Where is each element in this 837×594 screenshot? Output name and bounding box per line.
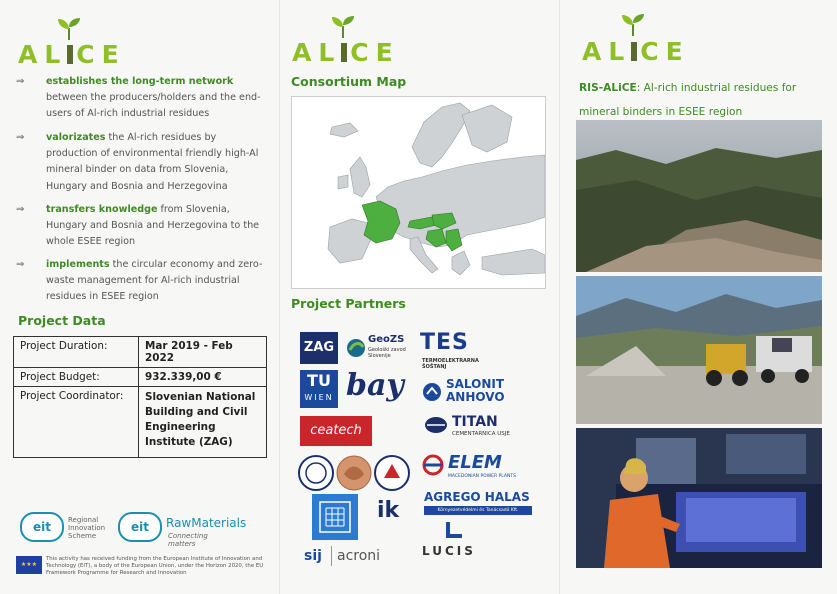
titan-emblem-icon xyxy=(424,416,448,434)
site-image xyxy=(576,276,822,424)
titan-name: TITAN xyxy=(452,414,498,430)
photo-quarry xyxy=(576,120,822,272)
rawmaterials-tagline: Connecting matters xyxy=(168,532,208,548)
chip-logo xyxy=(312,494,358,540)
table-row xyxy=(14,337,267,368)
project-data-table xyxy=(13,336,267,458)
ris-alice-title-rest: : Al-rich industrial residues for mineral binders in ESEE region xyxy=(579,82,797,118)
tu-wien-bottom: WIEN xyxy=(304,393,334,402)
tu-wien-top: TU xyxy=(307,371,331,390)
salonit-emblem-icon xyxy=(422,382,442,402)
table-cell-key: Project Coordinator: xyxy=(14,387,139,458)
agrego-subtitle: Környezetvédelmi és Tanácsadó Kft. xyxy=(424,506,532,515)
ris-alice-title-bold: RIS-ALiCE xyxy=(579,82,637,94)
zag-logo: ZAG xyxy=(300,332,338,364)
eit-mark: eit xyxy=(20,512,64,542)
lucis-logo: LUCIS xyxy=(422,544,476,558)
geozs-emblem-icon xyxy=(346,338,366,358)
elem-subtitle: MACEDONIAN POWER PLANTS xyxy=(448,474,516,479)
geozs-subtitle: Geološki zavod Slovenije xyxy=(368,347,406,359)
alice-logo: AL CE xyxy=(582,37,690,66)
tes-subtitle: TERMOELEKTRARNA ŠOŠTANJ xyxy=(422,358,479,370)
elem-emblem-icon xyxy=(422,454,444,476)
geozs-logo xyxy=(346,332,406,364)
tu-wien-logo xyxy=(300,370,338,408)
alice-logo: AL CE xyxy=(292,38,400,67)
rawmaterials-name: RawMaterials xyxy=(166,516,247,530)
table-cell-value: Slovenian National Building and Civil Engineering Institute (ZAG) xyxy=(139,387,267,458)
consortium-map-title: Consortium Map xyxy=(291,74,407,89)
logo-divider xyxy=(331,546,332,566)
salonit-name-2: ANHOVO xyxy=(446,390,505,404)
bullet-implements: ⇒ implements the circular economy and zero-waste management for Al-rich industrial residues in ESEE region xyxy=(16,259,263,303)
university-seals xyxy=(298,454,410,492)
project-data-title: Project Data xyxy=(18,313,106,328)
table-cell-key: Project Duration: xyxy=(14,337,139,368)
bullet-transfers: ⇒ transfers knowledge from Slovenia, Hungary and Bosnia and Herzegovina to the whole ESEE region xyxy=(16,204,260,248)
europe-map xyxy=(292,97,545,288)
table-row xyxy=(14,387,267,458)
chip-icon xyxy=(312,494,358,540)
geozs-name: GeoZS xyxy=(368,334,405,345)
tes-logo xyxy=(420,330,510,374)
acroni-logo: acroni xyxy=(337,548,381,564)
alice-logo: AL CE xyxy=(18,40,126,69)
ik-logo: ik xyxy=(377,498,400,523)
sij-logo: sij xyxy=(304,548,322,564)
table-cell-value: Mar 2019 - Feb 2022 xyxy=(139,337,267,368)
agrego-halas-logo xyxy=(424,490,540,516)
elem-name: ELEM xyxy=(448,452,502,473)
titan-logo xyxy=(424,414,524,442)
sprout-icon xyxy=(620,14,646,36)
tes-mark: TES xyxy=(420,330,469,355)
project-partners-title: Project Partners xyxy=(291,296,406,311)
table-cell-key: Project Budget: xyxy=(14,368,139,387)
bay-logo: bay xyxy=(346,368,404,403)
salonit-logo xyxy=(422,378,522,408)
photo-lab xyxy=(576,428,822,568)
eu-funding-text: This activity has received funding from the European Institute of Innovation and Technology (EIT), a body of the European Union, under the Horizon 2020, the EU Framework Programme for Research and Innovation xyxy=(46,556,264,576)
eit-mark: eit xyxy=(118,512,162,542)
titan-subtitle: CEMENTARNICA USJE xyxy=(452,431,510,437)
fold-line xyxy=(559,0,560,594)
eu-flag-icon: ★★★ xyxy=(16,556,42,574)
bullet-valorizates: ⇒ valorizates the Al-rich residues by production of environmental friendly high-Al mineral binder on data from Slovenia, Hungary and Bosnia and Herzegovina xyxy=(16,132,259,192)
table-row xyxy=(14,368,267,387)
bullet-network: ⇒ establishes the long-term network between the producers/holders and the end-users of Al-rich industrial residues xyxy=(16,76,261,120)
quarry-image xyxy=(576,120,822,272)
table-cell-value: 932.339,00 € xyxy=(139,368,267,387)
ris-alice-title xyxy=(579,76,829,124)
lucis-emblem-icon xyxy=(444,520,464,540)
elem-logo xyxy=(422,452,522,482)
eit-ris-label: Regional Innovation Scheme xyxy=(68,516,106,540)
lab-image xyxy=(576,428,822,568)
sprout-icon xyxy=(56,18,82,40)
salonit-name-1: SALONIT xyxy=(446,377,505,391)
sprout-icon xyxy=(330,16,356,38)
photo-site xyxy=(576,276,822,424)
agrego-name: AGREGO HALAS xyxy=(424,490,530,504)
consortium-map xyxy=(291,96,546,289)
ceatech-logo: ceatech xyxy=(300,416,372,446)
